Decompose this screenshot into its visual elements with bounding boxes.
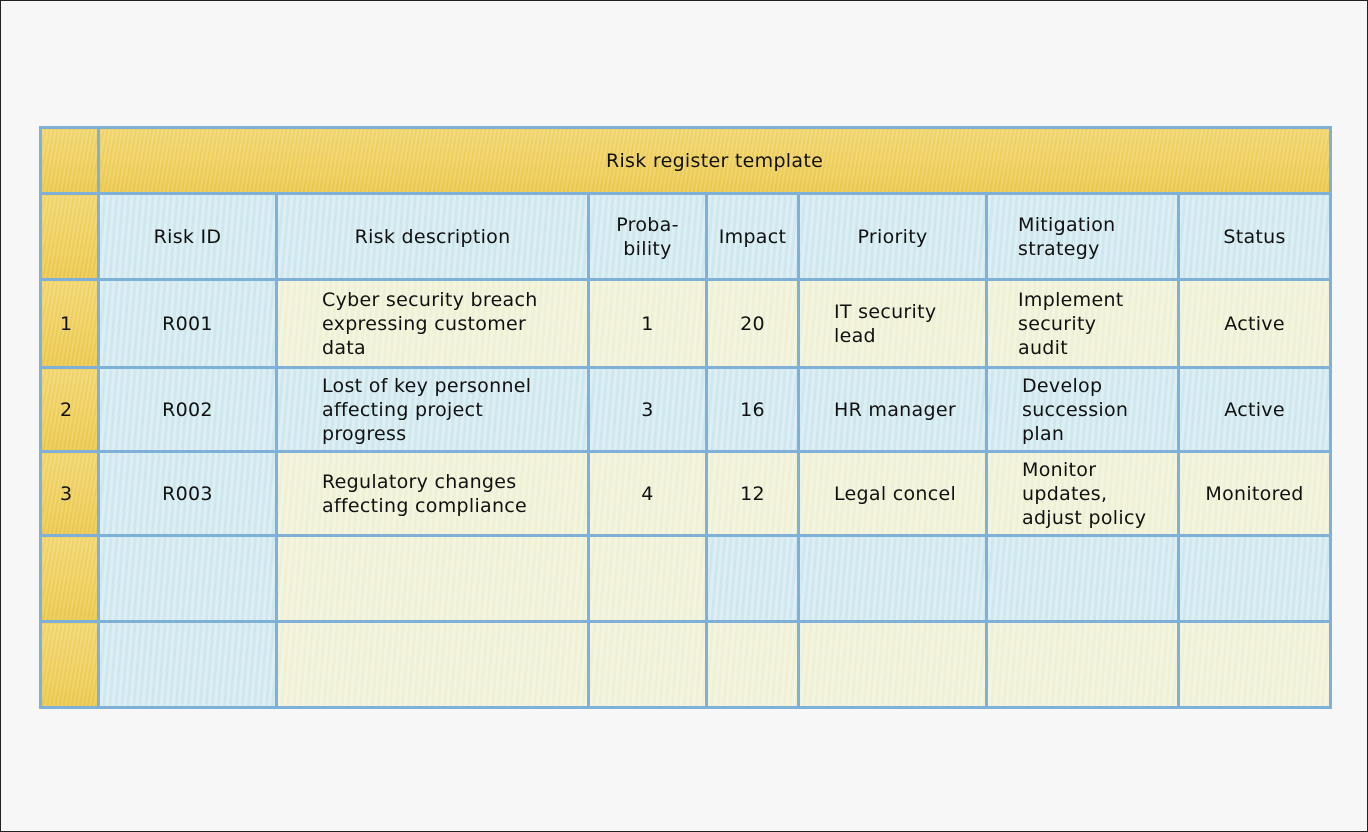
status-cell: Active — [1179, 280, 1331, 368]
row-number: 1 — [41, 280, 99, 368]
risk-description-cell: Lost of key personnel affecting project progress — [277, 368, 589, 452]
risk-description-cell: Regulatory changes affecting compliance — [277, 452, 589, 536]
probability-cell: 1 — [589, 280, 707, 368]
column-header-status: Status — [1179, 194, 1331, 280]
impact-cell: 12 — [707, 452, 799, 536]
probability-cell: 4 — [589, 452, 707, 536]
impact-cell: 16 — [707, 368, 799, 452]
empty-cell — [799, 536, 987, 622]
table-row — [41, 452, 1331, 536]
risk-id-cell: R002 — [99, 368, 277, 452]
priority-cell: IT security lead — [799, 280, 987, 368]
risk-description-cell: Cyber security breach expressing customer data — [277, 280, 589, 368]
mitigation-cell: Implement security audit — [987, 280, 1179, 368]
impact-cell: 20 — [707, 280, 799, 368]
column-header-priority: Priority — [799, 194, 987, 280]
empty-cell — [589, 536, 707, 622]
empty-cell — [1179, 622, 1331, 708]
margin-cell — [41, 194, 99, 280]
priority-cell: Legal concel — [799, 452, 987, 536]
probability-cell: 3 — [589, 368, 707, 452]
margin-cell — [41, 128, 99, 194]
mitigation-cell: Develop succession plan — [987, 368, 1179, 452]
empty-cell — [987, 536, 1179, 622]
empty-cell — [99, 536, 277, 622]
row-number: 2 — [41, 368, 99, 452]
table-row — [41, 536, 1331, 622]
empty-cell — [707, 536, 799, 622]
status-cell: Active — [1179, 368, 1331, 452]
column-header-probability: Proba- bility — [589, 194, 707, 280]
column-header-impact: Impact — [707, 194, 799, 280]
status-cell: Monitored — [1179, 452, 1331, 536]
empty-cell — [589, 622, 707, 708]
table-row — [41, 368, 1331, 452]
empty-cell — [707, 622, 799, 708]
margin-cell — [41, 622, 99, 708]
empty-cell — [277, 536, 589, 622]
risk-id-cell: R003 — [99, 452, 277, 536]
header-row — [41, 194, 1331, 280]
table-row — [41, 280, 1331, 368]
empty-cell — [987, 622, 1179, 708]
empty-cell — [277, 622, 589, 708]
empty-cell — [99, 622, 277, 708]
risk-id-cell: R001 — [99, 280, 277, 368]
empty-cell — [1179, 536, 1331, 622]
column-header-mitigation-strategy: Mitigation strategy — [987, 194, 1179, 280]
risk-register-sheet — [39, 126, 1329, 706]
priority-cell: HR manager — [799, 368, 987, 452]
margin-cell — [41, 536, 99, 622]
risk-register-table — [39, 126, 1332, 709]
mitigation-cell: Monitor updates, adjust policy — [987, 452, 1179, 536]
page-title: Risk register template — [99, 128, 1331, 194]
column-header-risk-id: Risk ID — [99, 194, 277, 280]
table-row — [41, 622, 1331, 708]
column-header-risk-description: Risk description — [277, 194, 589, 280]
row-number: 3 — [41, 452, 99, 536]
empty-cell — [799, 622, 987, 708]
title-row — [41, 128, 1331, 194]
